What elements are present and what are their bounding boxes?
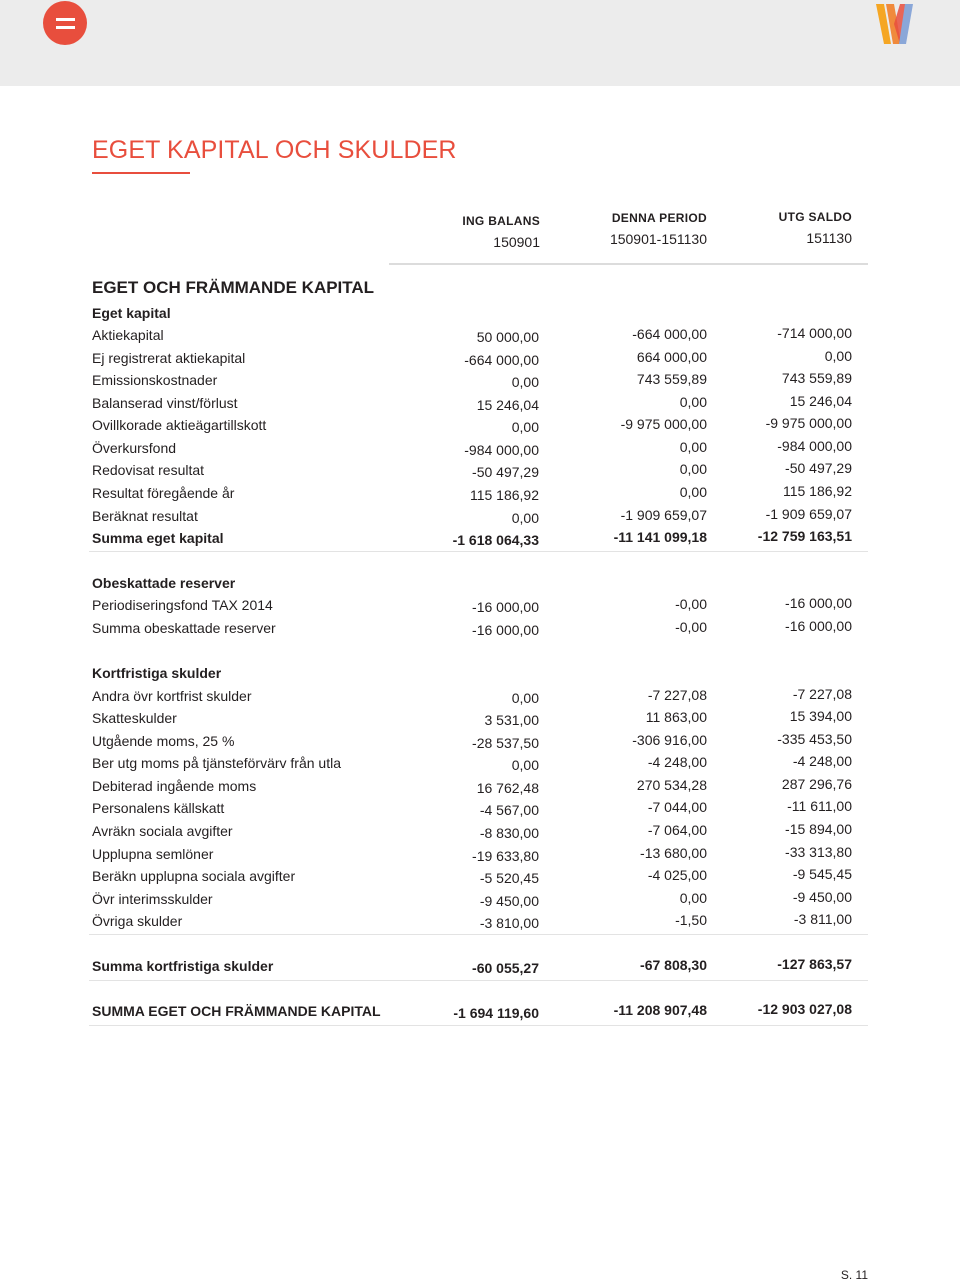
table-row <box>0 800 960 822</box>
header-divider <box>389 263 868 265</box>
table-row <box>0 868 960 890</box>
column-header-opening <box>462 214 540 250</box>
opening-balance: -50 497,29 <box>472 464 539 480</box>
period-amount: 0,00 <box>679 439 707 455</box>
grand-total-row <box>0 1003 960 1025</box>
row-label: Summa kortfristiga skulder <box>92 958 274 974</box>
row-label: Aktiekapital <box>92 327 164 343</box>
closing-balance: -16 000,00 <box>785 595 852 611</box>
closing-balance: 743 559,89 <box>781 370 852 386</box>
row-label: Emissionskostnader <box>92 372 218 388</box>
column-header-closing <box>779 210 852 246</box>
page-number: S. 11 <box>840 1268 868 1282</box>
opening-balance: 0,00 <box>511 757 539 773</box>
total-row-untaxed <box>0 620 960 642</box>
table-row <box>0 462 960 484</box>
period-amount: -13 680,00 <box>640 845 707 861</box>
closing-balance: -714 000,00 <box>777 325 852 341</box>
closing-balance: -12 759 163,51 <box>757 528 852 544</box>
table-row <box>0 733 960 755</box>
table-row <box>0 350 960 372</box>
closing-balance: -9 975 000,00 <box>765 415 852 431</box>
period-amount: 664 000,00 <box>636 349 707 365</box>
table-row <box>0 508 960 530</box>
opening-balance: 0,00 <box>511 690 539 706</box>
closing-balance: -335 453,50 <box>777 731 852 747</box>
row-label: Debiterad ingående moms <box>92 778 257 794</box>
period-amount: -67 808,30 <box>640 957 707 973</box>
row-label: Ber utg moms på tjänsteförvärv från utla <box>92 755 341 771</box>
period-amount: 743 559,89 <box>636 371 707 387</box>
group-heading-current-liabilities <box>0 665 960 687</box>
row-label: Summa obeskattade reserver <box>92 620 276 636</box>
column-date: 150901-151130 <box>609 231 707 247</box>
group-heading-equity <box>0 305 960 327</box>
closing-balance: 15 246,04 <box>789 393 852 409</box>
opening-balance: -19 633,80 <box>472 848 539 864</box>
row-label: Övr interimsskulder <box>92 891 213 907</box>
table-row <box>0 846 960 868</box>
column-date: 151130 <box>806 230 852 246</box>
period-amount: -7 064,00 <box>647 822 707 838</box>
table-row <box>0 891 960 913</box>
closing-balance: -984 000,00 <box>777 438 852 454</box>
opening-balance: -1 694 119,60 <box>453 1005 539 1021</box>
column-label: ING BALANS <box>462 214 540 228</box>
period-amount: -0,00 <box>675 596 707 612</box>
opening-balance: -9 450,00 <box>479 893 539 909</box>
row-divider <box>89 980 868 981</box>
opening-balance: -16 000,00 <box>472 599 539 615</box>
opening-balance: -60 055,27 <box>472 960 539 976</box>
opening-balance: -3 810,00 <box>479 915 539 931</box>
table-row <box>0 372 960 394</box>
period-amount: -306 916,00 <box>632 732 707 748</box>
closing-balance: 287 296,76 <box>781 776 852 792</box>
title-underline <box>92 172 190 174</box>
closing-balance: -15 894,00 <box>785 821 852 837</box>
opening-balance: -5 520,45 <box>479 870 539 886</box>
closing-balance: -16 000,00 <box>785 618 852 634</box>
period-amount: -4 248,00 <box>647 754 707 770</box>
period-amount: -11 208 907,48 <box>613 1002 707 1018</box>
period-amount: 0,00 <box>679 484 707 500</box>
closing-balance: -9 545,45 <box>792 866 852 882</box>
closing-balance: -12 903 027,08 <box>757 1001 852 1017</box>
row-label: Utgående moms, 25 % <box>92 733 235 749</box>
row-label: Övriga skulder <box>92 913 183 929</box>
period-amount: 0,00 <box>679 890 707 906</box>
column-label: DENNA PERIOD <box>611 211 707 225</box>
closing-balance: -9 450,00 <box>792 889 852 905</box>
opening-balance: 16 762,48 <box>476 780 539 796</box>
group-title: Kortfristiga skulder <box>92 665 222 681</box>
column-date: 150901 <box>493 234 540 250</box>
column-header-period <box>610 211 707 247</box>
table-row <box>0 755 960 777</box>
closing-balance: -127 863,57 <box>777 956 852 972</box>
opening-balance: 3 531,00 <box>484 712 539 728</box>
row-divider <box>89 1025 868 1026</box>
opening-balance: -4 567,00 <box>479 802 539 818</box>
period-amount: -9 975 000,00 <box>620 416 707 432</box>
closing-balance: 15 394,00 <box>789 708 852 724</box>
closing-balance: 115 186,92 <box>782 483 852 499</box>
opening-balance: -28 537,50 <box>472 735 539 751</box>
row-label: SUMMA EGET OCH FRÄMMANDE KAPITAL <box>92 1003 381 1019</box>
closing-balance: -33 313,80 <box>785 844 852 860</box>
row-divider <box>89 934 868 935</box>
table-row <box>0 597 960 619</box>
opening-balance: -1 618 064,33 <box>452 532 539 548</box>
closing-balance: -3 811,00 <box>793 911 852 927</box>
row-label: Ej registrerat aktiekapital <box>92 350 246 366</box>
opening-balance: 0,00 <box>511 510 539 526</box>
row-label: Skatteskulder <box>92 710 177 726</box>
section-title: EGET OCH FRÄMMANDE KAPITAL <box>92 278 375 297</box>
row-label: Periodiseringsfond TAX 2014 <box>92 597 273 613</box>
hamburger-menu-icon[interactable] <box>43 1 87 45</box>
w-logo-icon[interactable] <box>876 2 918 46</box>
page-title: EGET KAPITAL OCH SKULDER <box>92 136 457 164</box>
table-row <box>0 913 960 935</box>
period-amount: 0,00 <box>679 461 707 477</box>
row-label: Resultat föregående år <box>92 485 235 501</box>
closing-balance: 0,00 <box>824 348 852 364</box>
column-label: UTG SALDO <box>778 210 852 224</box>
opening-balance: 115 186,92 <box>469 487 539 503</box>
opening-balance: -8 830,00 <box>479 825 539 841</box>
table-row <box>0 417 960 439</box>
table-row <box>0 688 960 710</box>
period-amount: -7 044,00 <box>647 799 707 815</box>
period-amount: -1 909 659,07 <box>620 507 707 523</box>
closing-balance: -1 909 659,07 <box>765 506 852 522</box>
row-label: Summa eget kapital <box>92 530 224 546</box>
row-label: Andra övr kortfrist skulder <box>92 688 252 704</box>
row-label: Beräknat resultat <box>92 508 198 524</box>
total-row-equity <box>0 530 960 552</box>
opening-balance: -16 000,00 <box>472 622 539 638</box>
group-heading-untaxed <box>0 575 960 597</box>
row-label: Överkursfond <box>92 440 177 456</box>
table-row <box>0 440 960 462</box>
top-bar <box>0 0 960 86</box>
closing-balance: -11 611,00 <box>787 798 852 814</box>
period-amount: 0,00 <box>679 394 707 410</box>
row-divider <box>89 551 868 552</box>
table-row <box>0 485 960 507</box>
row-label: Personalens källskatt <box>92 800 225 816</box>
group-title: Eget kapital <box>92 305 171 321</box>
period-amount: -0,00 <box>675 619 707 635</box>
period-amount: 11 863,00 <box>645 709 707 725</box>
group-title: Obeskattade reserver <box>92 575 236 591</box>
row-label: Ovillkorade aktieägartillskott <box>92 417 267 433</box>
opening-balance: 0,00 <box>511 374 539 390</box>
table-row <box>0 710 960 732</box>
closing-balance: -50 497,29 <box>785 460 852 476</box>
period-amount: -7 227,08 <box>647 687 707 703</box>
row-label: Redovisat resultat <box>92 462 205 478</box>
period-amount: -1,50 <box>675 912 707 928</box>
period-amount: -4 025,00 <box>647 867 707 883</box>
total-row-current-liabilities <box>0 958 960 980</box>
period-amount: 270 534,28 <box>636 777 707 793</box>
row-label: Beräkn upplupna sociala avgifter <box>92 868 296 884</box>
row-label: Balanserad vinst/förlust <box>92 395 238 411</box>
period-amount: -664 000,00 <box>632 326 707 342</box>
opening-balance: 50 000,00 <box>476 329 539 345</box>
opening-balance: -664 000,00 <box>464 352 539 368</box>
row-label: Avräkn sociala avgifter <box>92 823 233 839</box>
period-amount: -11 141 099,18 <box>613 529 707 545</box>
table-row <box>0 395 960 417</box>
table-row <box>0 823 960 845</box>
table-row <box>0 778 960 800</box>
opening-balance: -984 000,00 <box>464 442 539 458</box>
closing-balance: -4 248,00 <box>792 753 852 769</box>
closing-balance: -7 227,08 <box>792 686 852 702</box>
opening-balance: 15 246,04 <box>476 397 539 413</box>
table-row <box>0 327 960 349</box>
opening-balance: 0,00 <box>511 419 539 435</box>
row-label: Upplupna semlöner <box>92 846 214 862</box>
